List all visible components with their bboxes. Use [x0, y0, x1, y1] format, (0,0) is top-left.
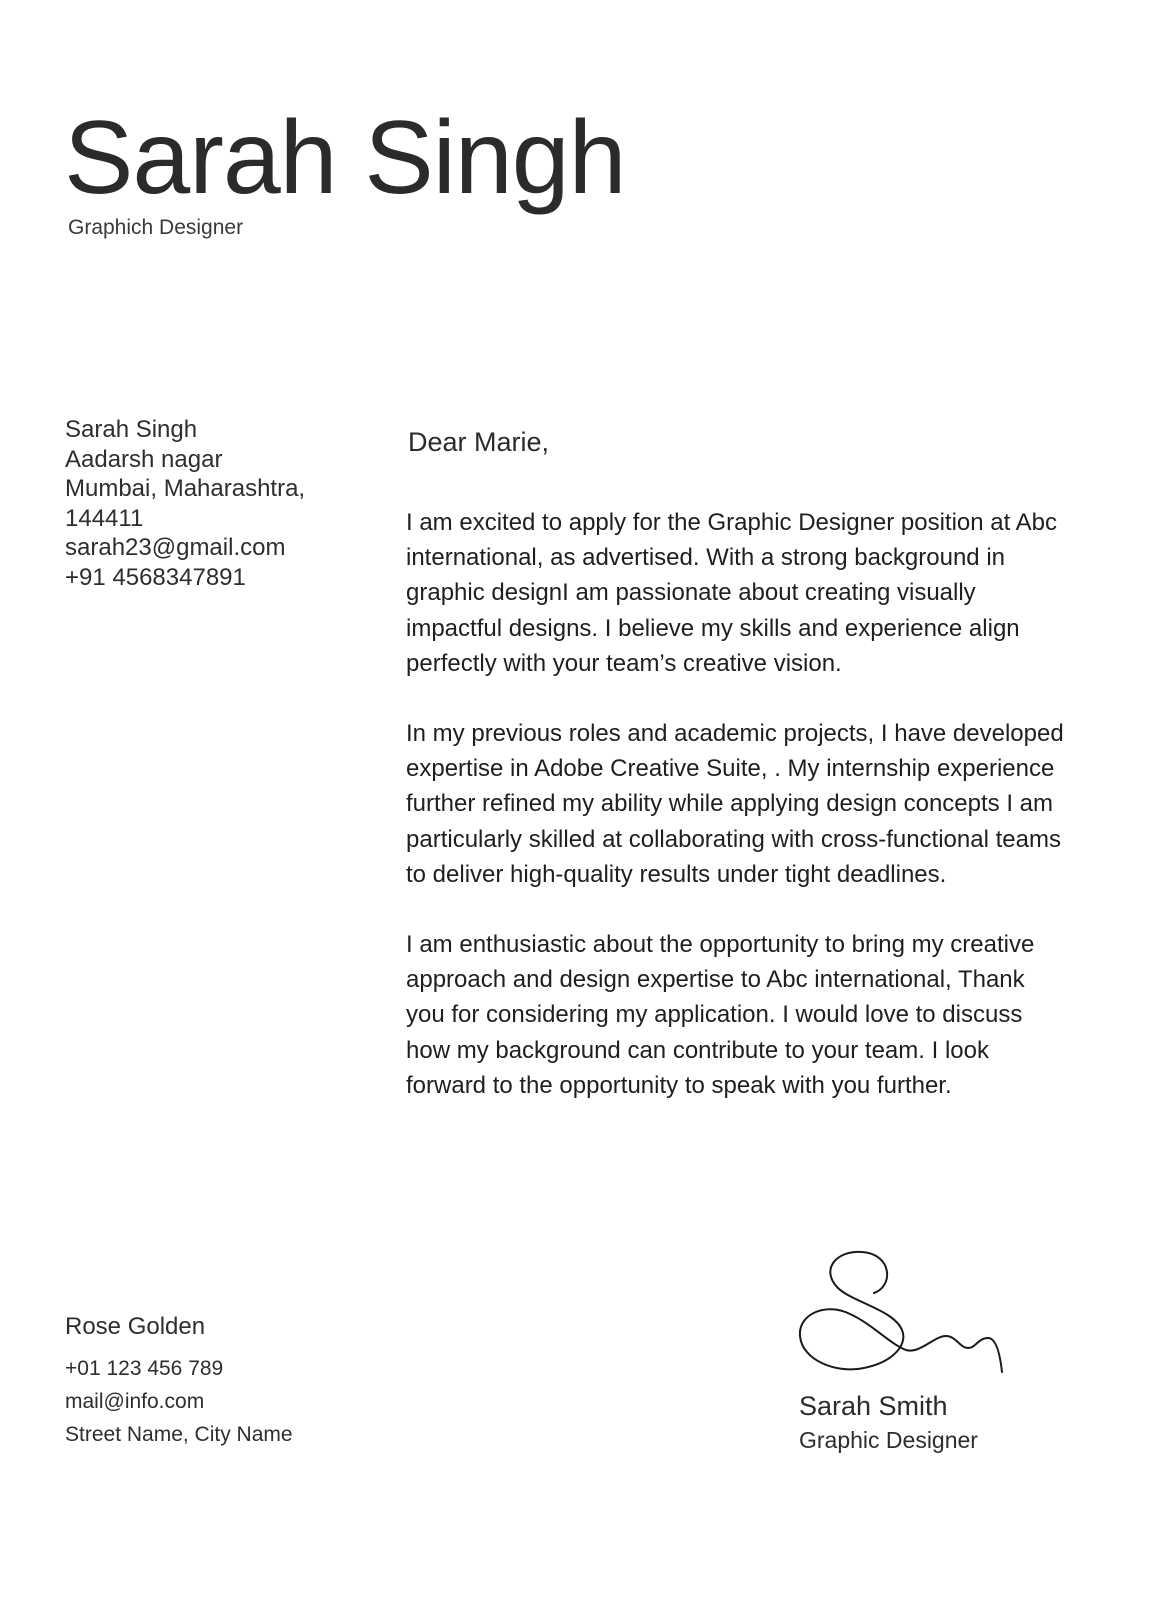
- body-paragraph-2: In my previous roles and academic projects, I have developed expertise in Adobe Creative Suite, . My internship experience further refined my ability while applying design concepts I am particularly skilled at collaborating with cross-functional teams to deliver high-quality results under tight deadlines.: [406, 720, 1064, 888]
- sender-name: Sarah Singh: [65, 416, 198, 443]
- body-paragraph-1: I am excited to apply for the Graphic Designer position at Abc international, as advertised. With a strong background in graphic designI am passionate about creating visually impactful designs. I believe my skills and experience align perfectly with your team’s creative vision.: [406, 509, 1058, 677]
- sender-email: sarah23@gmail.com: [65, 534, 286, 561]
- sender-city-state: Mumbai, Maharashtra,: [65, 475, 306, 502]
- recipient-phone: +01 123 456 789: [65, 1357, 224, 1380]
- recipient-name: Rose Golden: [65, 1313, 206, 1340]
- recipient-email: mail@info.com: [65, 1390, 205, 1413]
- signature-stroke: [800, 1252, 1002, 1372]
- signature-icon: [790, 1240, 1020, 1390]
- signer-role: Graphic Designer: [799, 1427, 978, 1453]
- sender-phone: +91 4568347891: [65, 563, 246, 591]
- recipient-address: Street Name, City Name: [65, 1423, 293, 1446]
- body-paragraph-3: I am enthusiastic about the opportunity to bring my creative approach and design expertise to Abc international, Thank you for considering my application. I would love to discuss how my background can contribute to your team. I look forward to the opportunity to speak with you further.: [406, 931, 1035, 1099]
- sender-address-block: [65, 415, 365, 592]
- sender-postal-code: 144411: [65, 504, 144, 532]
- sender-street: Aadarsh nagar: [65, 445, 223, 473]
- page-title: Sarah Singh: [64, 100, 626, 216]
- letter-body: [406, 505, 1066, 1138]
- salutation: Dear Marie,: [408, 427, 550, 457]
- job-title: Graphich Designer: [68, 216, 244, 239]
- recipient-contact-block: [65, 1311, 293, 1451]
- signer-name: Sarah Smith: [799, 1391, 948, 1421]
